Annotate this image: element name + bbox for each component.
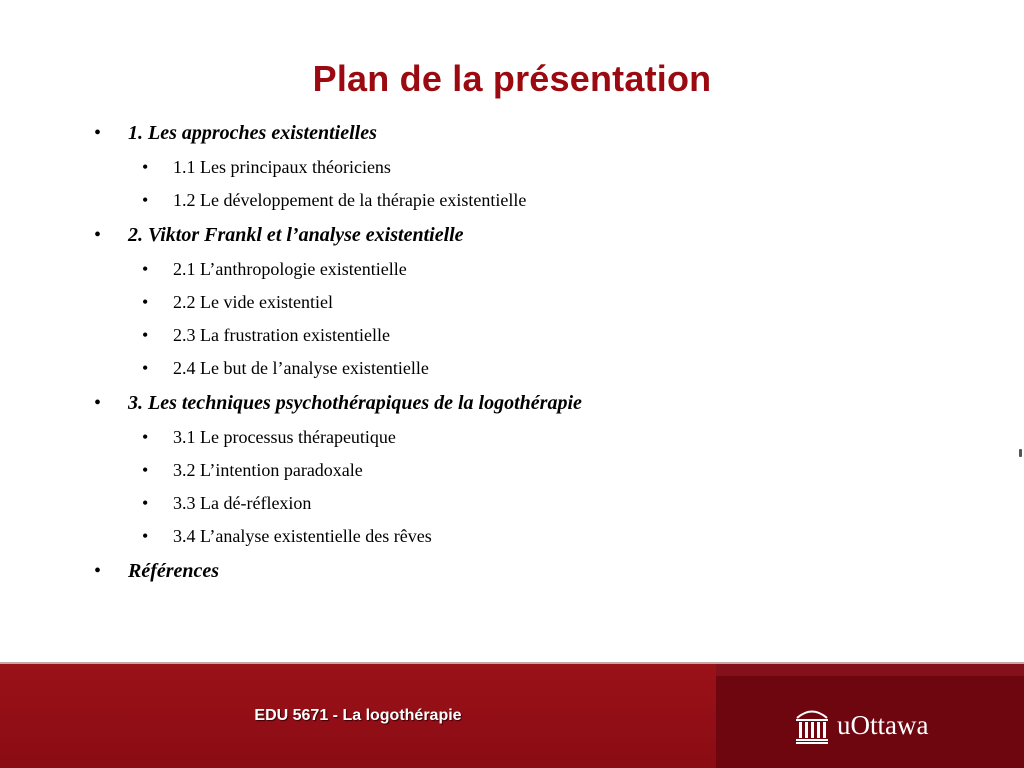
bullet-icon: • [142, 292, 149, 312]
bullet-icon: • [94, 392, 102, 414]
course-title: EDU 5671 - La logothérapie [254, 707, 462, 724]
outline-item-text: 1.2 Le développement de la thérapie existentielle [173, 190, 527, 210]
outline-subitem [142, 190, 527, 211]
outline-item-text: 3.2 L’intention paradoxale [173, 460, 363, 480]
outline-subitem [142, 358, 429, 379]
outline-item-text: 2. Viktor Frankl et l’analyse existentielle [128, 224, 464, 246]
footer-logo-panel-top [716, 664, 1024, 676]
bullet-icon: • [142, 325, 149, 345]
outline-item [94, 224, 464, 247]
bullet-icon: • [142, 493, 149, 513]
outline-subitem [142, 325, 390, 346]
footer-course-panel [0, 664, 716, 768]
outline-item-text: 2.1 L’anthropologie existentielle [173, 259, 407, 279]
outline-subitem [142, 292, 333, 313]
bullet-icon: • [142, 460, 149, 480]
outline-item-text: 3.4 L’analyse existentielle des rêves [173, 526, 432, 546]
outline-subitem [142, 157, 391, 178]
outline-subitem [142, 526, 432, 547]
edge-mark [1019, 449, 1022, 457]
outline-item-text: 2.3 La frustration existentielle [173, 325, 390, 345]
outline-subitem [142, 493, 312, 514]
outline-item-text: 2.4 Le but de l’analyse existentielle [173, 358, 429, 378]
bullet-icon: • [94, 122, 102, 144]
outline-item-text: Références [128, 560, 220, 582]
outline-item-text: 3.3 La dé-réflexion [173, 493, 312, 513]
slide-title: Plan de la présentation [312, 58, 712, 99]
outline-item-text: 2.2 Le vide existentiel [173, 292, 333, 312]
bullet-icon: • [142, 190, 149, 210]
bullet-icon: • [142, 259, 149, 279]
bullet-icon: • [142, 427, 149, 447]
outline-subitem [142, 460, 363, 481]
footer-bar [0, 664, 1024, 768]
university-building-icon [793, 704, 831, 744]
outline-item-text: 3. Les techniques psychothérapiques de la logothérapie [128, 392, 582, 414]
bullet-icon: • [94, 560, 102, 582]
outline-item-text: 1. Les approches existentielles [128, 122, 377, 144]
outline-item [94, 122, 377, 145]
outline-subitem [142, 427, 396, 448]
outline-item-text: 1.1 Les principaux théoriciens [173, 157, 391, 177]
bullet-icon: • [94, 224, 102, 246]
bullet-icon: • [142, 526, 149, 546]
bullet-icon: • [142, 157, 149, 177]
outline-item [94, 560, 220, 583]
university-logo-text: uOttawa [837, 710, 929, 740]
outline-subitem [142, 259, 407, 280]
outline-item-text: 3.1 Le processus thérapeutique [173, 427, 396, 447]
bullet-icon: • [142, 358, 149, 378]
outline-item [94, 392, 582, 415]
